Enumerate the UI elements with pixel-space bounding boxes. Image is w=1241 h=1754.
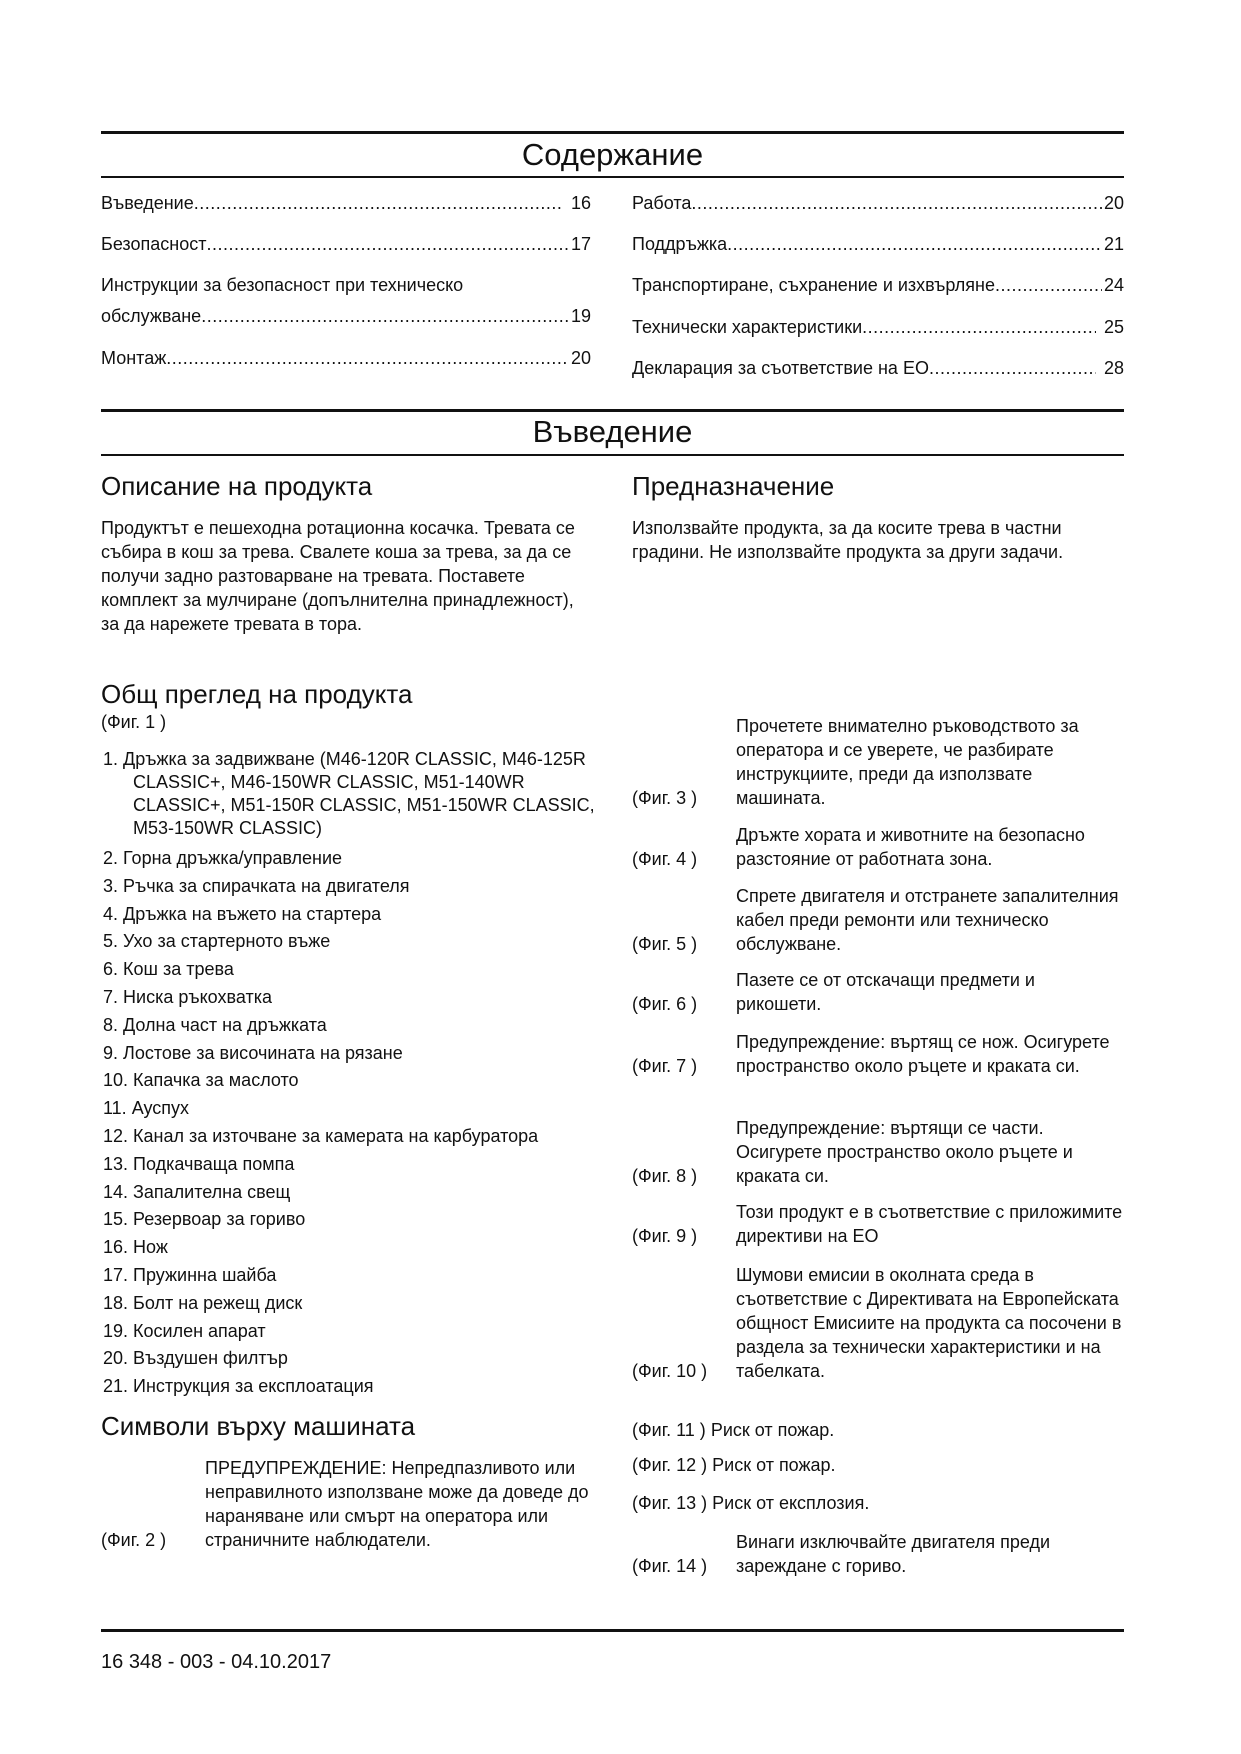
toc-title-rule bbox=[101, 176, 1124, 178]
list-item: 16. Нож bbox=[103, 1237, 168, 1258]
toc-entry-technical-data[interactable]: Технически характеристики ..... 25 bbox=[632, 315, 1124, 339]
list-item: 21. Инструкция за експлоатация bbox=[103, 1376, 374, 1397]
toc-entry-transport[interactable]: Транспортиране, съхранение и изхвърляне ..... 24 bbox=[632, 273, 1124, 297]
symbol-entry-fig11: (Фиг. 11 ) Риск от пожар. bbox=[632, 1420, 835, 1440]
intended-use-heading: Предназначение bbox=[632, 471, 835, 501]
symbol-entry-fig3: Прочетете внимателно ръководството за оператора и се уверете, че разбирате инструкциите, преди да използвате машината. (Фиг. 3 ) bbox=[632, 716, 1079, 808]
list-item: 10. Капачка за маслото bbox=[103, 1070, 299, 1091]
list-item: 13. Подкачваща помпа bbox=[103, 1153, 295, 1174]
list-item: 20. Въздушен филтър bbox=[103, 1348, 288, 1369]
page-footer bbox=[101, 1649, 331, 1675]
symbol-entry-fig13: (Фиг. 13 ) Риск от експлозия. bbox=[632, 1493, 870, 1513]
toc-entry-maintenance[interactable]: Поддръжка ..... 21 bbox=[632, 232, 1124, 256]
list-item: 19. Косилен апарат bbox=[103, 1320, 266, 1341]
list-item: 12. Канал за източване за камерата на карбуратора bbox=[103, 1125, 539, 1146]
list-item: 1. Дръжка за задвижване (M46-120R CLASSIC, M46-125R CLASSIC+, M46-150WR CLASSIC, M51-140WR CLASSIC+, M51-150R CLASSIC, M51-150WR CLASSIC, M53-150WR CLASSIC) bbox=[103, 749, 595, 838]
list-item: 9. Лостове за височината на рязане bbox=[103, 1042, 403, 1063]
list-item: 4. Дръжка на въжето на стартера bbox=[103, 903, 382, 924]
list-item: 2. Горна дръжка/управление bbox=[103, 848, 343, 868]
list-item: 17. Пружинна шайба bbox=[103, 1264, 277, 1285]
list-item: 3. Ръчка за спирачката на двигателя bbox=[103, 875, 410, 896]
footer-rule bbox=[101, 1629, 1124, 1632]
list-item: 6. Кош за трева bbox=[103, 959, 234, 980]
toc-entry-assembly[interactable]: Монтаж ..... 20 bbox=[101, 346, 591, 370]
toc-entry-safety[interactable]: Безопасност ..... 17 bbox=[101, 232, 591, 256]
intro-title-rule bbox=[101, 454, 1124, 456]
product-overview-heading: Общ преглед на продукта bbox=[101, 679, 413, 709]
product-description-text: Продуктът е пешеходна ротационна косачка. Тревата се събира в кош за трева. Свалете коша за трева, за да се получи задно разтоварване на тревата. Поставете комплект за мулчиране (допълнителна принадлежност), за да нарежете тревата в тора. bbox=[101, 518, 575, 634]
symbol-entry-fig10: Шумови емисии в околната среда в съответствие с Директивата на Европейската общност Емисиите на продукта са посочени в раздела за технически характеристики и на табелката. (Фиг. 10 ) bbox=[632, 1265, 1122, 1381]
toc-entry-ec-declaration[interactable]: Декларация за съответствие на ЕО ..... 28 bbox=[632, 356, 1124, 380]
symbol-entry-fig2: ПРЕДУПРЕЖДЕНИЕ: Непредпазливото или неправилното използване може да доведе до нараняване или смърт на оператора или страничните наблюдатели. (Фиг. 2 ) bbox=[101, 1458, 589, 1550]
symbol-entry-fig12: (Фиг. 12 ) Риск от пожар. bbox=[632, 1455, 836, 1475]
symbol-entry-fig8: Предупреждение: въртящи се части. Осигурете пространство около ръцете и краката си. (Фиг. 8 ) bbox=[632, 1118, 1073, 1186]
toc-entry-operation[interactable]: Работа ..... 20 bbox=[632, 191, 1124, 215]
symbol-entry-fig6: Пазете се от отскачащи предмети и рикошети. (Фиг. 6 ) bbox=[632, 970, 1035, 1014]
toc-entry-maintenance-safety[interactable]: обслужване ..... 19 bbox=[101, 304, 591, 328]
product-description-heading: Описание на продукта bbox=[101, 471, 373, 501]
page-number: 16 bbox=[101, 1651, 124, 1673]
product-parts-list bbox=[103, 748, 603, 1401]
list-item: 11. Ауспух bbox=[103, 1098, 190, 1119]
document-id: 348 - 003 - 04.10.2017 bbox=[128, 1651, 332, 1673]
list-item: 18. Болт на режещ диск bbox=[103, 1292, 303, 1313]
symbol-entry-fig4: Дръжте хората и животните на безопасно разстояние от работната зона. (Фиг. 4 ) bbox=[632, 825, 1085, 869]
symbol-entry-fig9: Този продукт е в съответствие с приложимите директиви на ЕО (Фиг. 9 ) bbox=[632, 1202, 1123, 1246]
overview-figure-ref: (Фиг. 1 ) bbox=[101, 712, 167, 732]
list-item: 7. Ниска ръкохватка bbox=[103, 986, 272, 1007]
list-item: 8. Долна част на дръжката bbox=[103, 1014, 327, 1035]
list-item: 5. Ухо за стартерното въже bbox=[103, 931, 331, 952]
intro-title: Въведение bbox=[532, 414, 693, 449]
machine-symbols-heading: Символи върху машината bbox=[101, 1411, 416, 1441]
top-rule bbox=[101, 131, 1124, 134]
toc-entry-introduction[interactable]: Въведение ..... 16 bbox=[101, 191, 591, 215]
symbol-entry-fig7: Предупреждение: въртящ се нож. Осигурете пространство около ръцете и краката си. (Фиг. 7 ) bbox=[632, 1032, 1110, 1076]
symbol-entry-fig14: Винаги изключвайте двигателя преди зареждане с гориво. (Фиг. 14 ) bbox=[632, 1532, 1051, 1576]
intended-use-text: Използвайте продукта, за да косите трева в частни градини. Не използвайте продукта за други задачи. bbox=[632, 518, 1064, 562]
toc-entry-maintenance-safety-line1[interactable]: Инструкции за безопасност при техническо bbox=[101, 275, 464, 295]
list-item: 14. Запалителна свещ bbox=[103, 1181, 291, 1202]
list-item: 15. Резервоар за гориво bbox=[103, 1209, 306, 1230]
toc-title: Содержание bbox=[521, 137, 704, 172]
symbol-entry-fig5: Спрете двигателя и отстранете запалителния кабел преди ремонти или техническо обслужване. (Фиг. 5 ) bbox=[632, 886, 1119, 954]
